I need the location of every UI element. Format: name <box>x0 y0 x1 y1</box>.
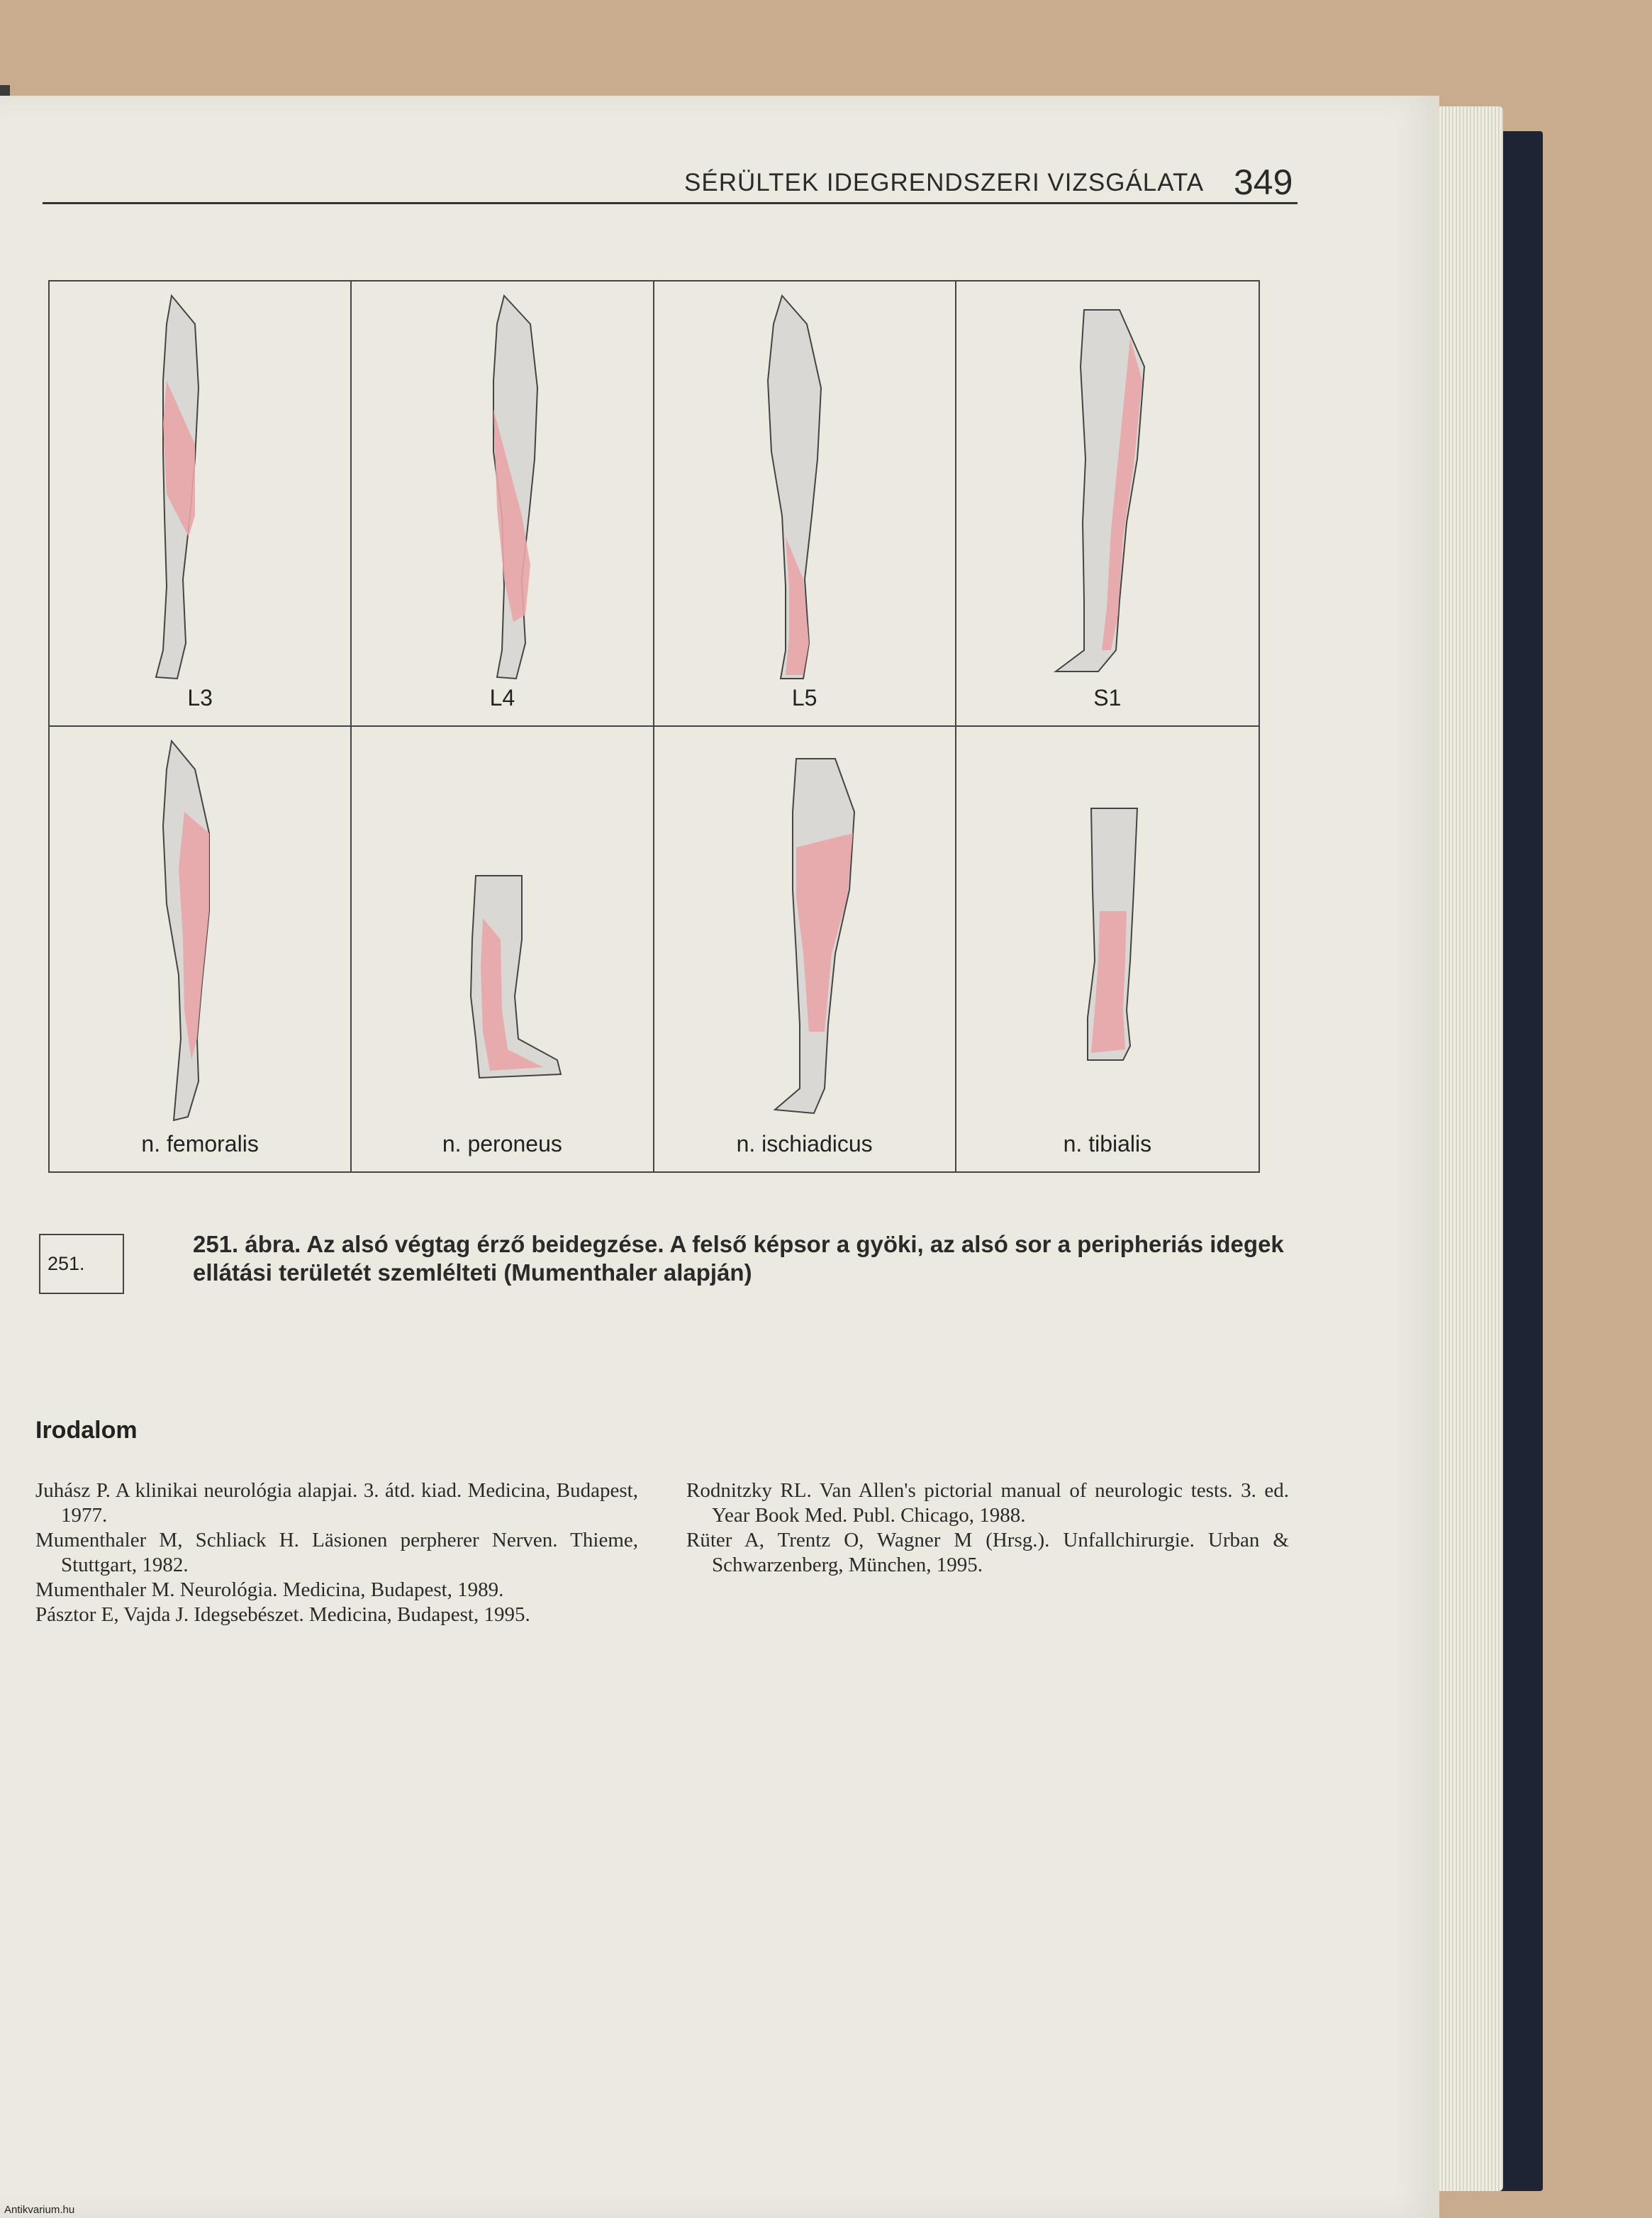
panel-l4 <box>352 282 654 727</box>
reference-item: Rodnitzky RL. Van Allen's pictorial manual of neurologic tests. 3. ed. Year Book Med. Publ. Chicago, 1988. <box>686 1479 1289 1527</box>
running-title: SÉRÜLTEK IDEGRENDSZERI VIZSGÁLATA <box>684 169 1205 196</box>
page-number: 349 <box>1234 162 1293 202</box>
panel-label: L4 <box>489 684 515 710</box>
panel-s1 <box>956 282 1258 727</box>
leg-illustration-l5 <box>654 282 955 725</box>
header-rule <box>43 202 1297 204</box>
leg-illustration-s1 <box>956 282 1257 725</box>
figure-caption: 251. ábra. Az alsó végtag érző beidegzése. A felső képsor a gyöki, az alsó sor a peripheriás idegek ellátási területét szemlélteti (Mumenthaler alapján) <box>193 1231 1284 1286</box>
page-edges <box>1432 106 1503 2191</box>
reference-item: Rüter A, Trentz O, Wagner M (Hrsg.). Unfallchirurgie. Urban & Schwarzenberg, München, 1995. <box>686 1529 1289 1576</box>
reference-item: Mumenthaler M. Neurológia. Medicina, Budapest, 1989. <box>35 1578 504 1601</box>
panel-n-peroneus <box>352 727 654 1172</box>
literature-column-right <box>686 1478 1289 1578</box>
panel-l5 <box>654 282 956 727</box>
panel-label: n. femoralis <box>141 1131 259 1157</box>
reference-item: Pásztor E, Vajda J. Idegsebészet. Medicina, Budapest, 1995. <box>35 1603 530 1626</box>
reference-item: Mumenthaler M, Schliack H. Läsionen perpherer Nerven. Thieme, Stuttgart, 1982. <box>35 1529 638 1576</box>
leg-illustration-l3 <box>50 282 350 725</box>
panel-l3 <box>50 282 352 727</box>
panel-label: L5 <box>791 684 817 710</box>
panel-label: n. tibialis <box>1063 1131 1152 1157</box>
panel-label: n. peroneus <box>442 1131 562 1157</box>
leg-illustration-n-femoralis <box>50 727 350 1170</box>
panel-n-tibialis <box>956 727 1258 1172</box>
literature-heading: Irodalom <box>35 1417 138 1444</box>
literature-column-left <box>35 1478 638 1627</box>
leg-illustration-l4 <box>352 282 652 725</box>
reference-item: Juhász P. A klinikai neurológia alapjai. 3. átd. kiad. Medicina, Budapest, 1977. <box>35 1479 638 1527</box>
leg-illustration-n-ischiadicus <box>654 727 955 1170</box>
leg-illustration-n-peroneus <box>352 727 652 1170</box>
panel-n-femoralis <box>50 727 352 1172</box>
watermark: Antikvarium.hu <box>4 2204 75 2216</box>
panel-n-ischiadicus <box>654 727 956 1172</box>
panel-label: n. ischiadicus <box>736 1131 873 1157</box>
panel-label: S1 <box>1093 684 1122 710</box>
leg-illustration-n-tibialis <box>956 727 1257 1170</box>
figure-251-grid <box>48 280 1260 1173</box>
panel-label: L3 <box>187 684 213 710</box>
figure-number-box: 251. <box>39 1234 124 1294</box>
